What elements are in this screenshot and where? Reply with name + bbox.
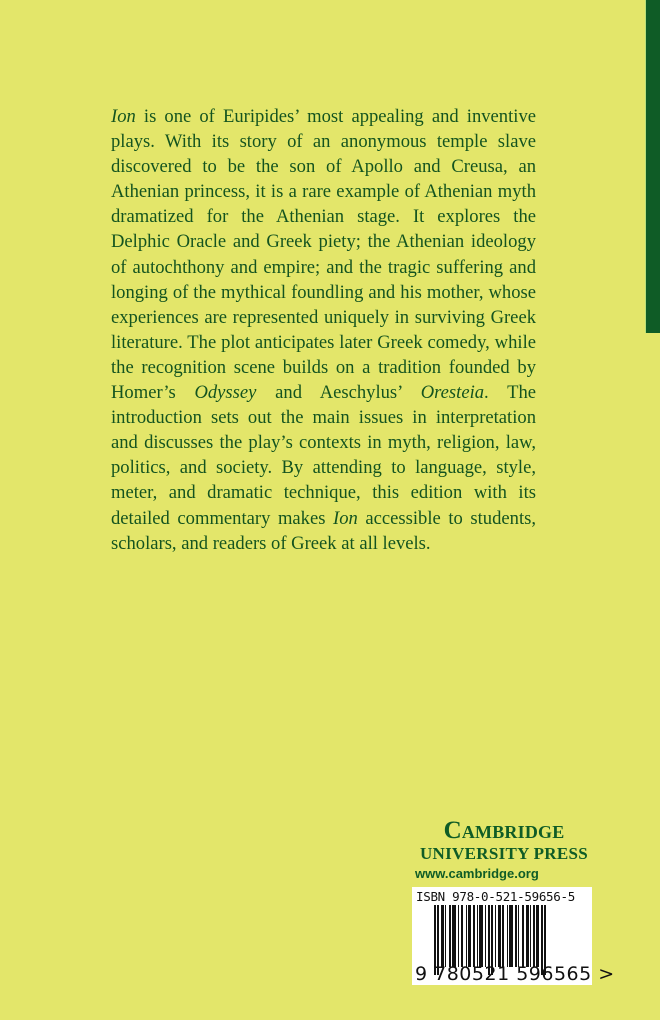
isbn-barcode [412,887,615,985]
blurb-odyssey-italic: Odyssey [194,382,257,404]
publisher-name: Cambridge [443,817,565,844]
publisher-subtitle: UNIVERSITY PRESS [419,844,589,863]
blurb-text: accessible to students, scholars, and readers of Greek at all levels. [111,507,536,554]
blurb-title-italic: Ion [111,106,136,127]
blurb-text: and Aeschylus’ [256,382,421,404]
spine-color-stripe [646,0,660,333]
back-cover-blurb [111,104,536,556]
ean-digits: 9 780521 596565 > [415,963,615,985]
isbn-label: ISBN 978-0-521-59656-5 [416,889,575,904]
barcode-bars [434,905,582,967]
blurb-text: . The introduction sets out the main issues in interpretation and discusses the play’s contexts in myth, religion, law, politics, and society. By attending to language, style, meter, and dramatic technique, this edition with its detailed commentary makes [111,382,536,529]
blurb-oresteia-italic: Oresteia [420,382,485,404]
publisher-website: www.cambridge.org [415,866,539,881]
publisher-logo [413,818,595,883]
blurb-title-italic: Ion [333,507,358,529]
blurb-text: is one of Euripides’ most appealing and inventive plays. With its story of an anonymous temple slave discovered to be the son of Apollo and Creusa, an Athenian princess, it is a rare example of Athenian myth dramatized for the Athenian stage. It explores the Delphic Oracle and Greek piety; the Athenian ideology of autochthony and empire; and the tragic suffering and longing of the mythical foundling and his mother, whose experiences are represented uniquely in surviving Greek literature. The plot anticipates later Greek comedy, while the recognition scene builds on a tradition founded by Homer’s [111,106,536,404]
